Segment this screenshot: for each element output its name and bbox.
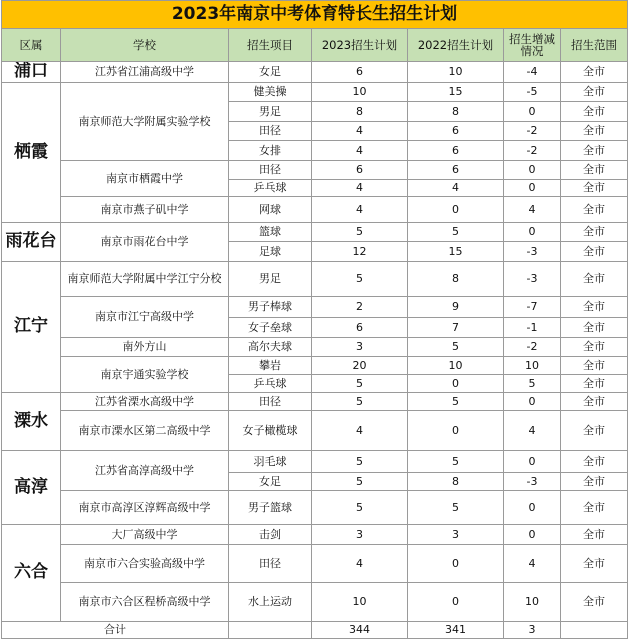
row-program-cell: 击剑	[229, 525, 312, 545]
row-change-cell: 10	[504, 583, 561, 622]
row-plan2022-cell: 7	[408, 318, 504, 338]
row-plan2022-cell: 8	[408, 102, 504, 122]
row-program-cell: 篮球	[229, 223, 312, 242]
row-plan2023-cell: 5	[312, 491, 408, 525]
school-cell: 南京市高淳区淳辉高级中学	[61, 491, 229, 525]
row-scope-cell: 全市	[561, 102, 628, 122]
row-plan2022-cell: 0	[408, 583, 504, 622]
row-plan2022-cell: 10	[408, 357, 504, 375]
school-cell: 南京市六合实验高级中学	[61, 545, 229, 583]
row-plan2022-cell: 6	[408, 141, 504, 161]
row-plan2023-cell: 3	[312, 338, 408, 357]
row-program-cell: 田径	[229, 393, 312, 411]
row-program-cell: 女足	[229, 62, 312, 83]
row-plan2023-cell: 10	[312, 83, 408, 102]
row-plan2023-cell: 4	[312, 545, 408, 583]
header-change: 招生增减 情况	[504, 29, 561, 62]
table-title: 2023年南京中考体育特长生招生计划	[1, 0, 628, 29]
row-program-cell: 男足	[229, 262, 312, 297]
row-scope-cell: 全市	[561, 525, 628, 545]
school-cell: 南京市雨花台中学	[61, 223, 229, 262]
school-cell: 南京市江宁高级中学	[61, 297, 229, 338]
school-cell: 南京市燕子矶中学	[61, 197, 229, 223]
total-plan-2023: 344	[312, 622, 408, 639]
district-cell: 六合	[1, 525, 61, 622]
row-change-cell: 0	[504, 102, 561, 122]
row-plan2022-cell: 5	[408, 393, 504, 411]
row-scope-cell: 全市	[561, 411, 628, 451]
total-plan-2022: 341	[408, 622, 504, 639]
row-plan2023-cell: 6	[312, 318, 408, 338]
row-scope-cell: 全市	[561, 180, 628, 197]
school-cell: 南京宇通实验学校	[61, 357, 229, 393]
row-change-cell: 4	[504, 411, 561, 451]
row-plan2022-cell: 15	[408, 242, 504, 262]
row-plan2023-cell: 4	[312, 122, 408, 141]
row-program-cell: 乒乓球	[229, 375, 312, 393]
row-change-cell: 5	[504, 375, 561, 393]
row-scope-cell: 全市	[561, 545, 628, 583]
row-plan2022-cell: 4	[408, 180, 504, 197]
row-scope-cell: 全市	[561, 318, 628, 338]
row-change-cell: 4	[504, 545, 561, 583]
row-plan2023-cell: 5	[312, 473, 408, 491]
row-plan2023-cell: 6	[312, 161, 408, 180]
total-program-cell	[229, 622, 312, 639]
header-district: 区属	[1, 29, 61, 62]
district-cell: 栖霞	[1, 83, 61, 223]
header-program: 招生项目	[229, 29, 312, 62]
header-plan-2023: 2023招生计划	[312, 29, 408, 62]
row-scope-cell: 全市	[561, 83, 628, 102]
row-plan2022-cell: 6	[408, 122, 504, 141]
row-change-cell: 0	[504, 223, 561, 242]
row-scope-cell: 全市	[561, 393, 628, 411]
row-plan2022-cell: 5	[408, 451, 504, 473]
row-change-cell: 0	[504, 491, 561, 525]
row-change-cell: 0	[504, 451, 561, 473]
row-plan2022-cell: 9	[408, 297, 504, 318]
header-school: 学校	[61, 29, 229, 62]
row-program-cell: 男子篮球	[229, 491, 312, 525]
row-plan2022-cell: 5	[408, 338, 504, 357]
school-cell: 南京市溧水区第二高级中学	[61, 411, 229, 451]
row-program-cell: 水上运动	[229, 583, 312, 622]
enrollment-table	[1, 0, 628, 639]
row-scope-cell: 全市	[561, 242, 628, 262]
row-plan2023-cell: 5	[312, 262, 408, 297]
row-program-cell: 男子棒球	[229, 297, 312, 318]
row-scope-cell: 全市	[561, 161, 628, 180]
row-plan2022-cell: 3	[408, 525, 504, 545]
row-plan2022-cell: 15	[408, 83, 504, 102]
row-scope-cell: 全市	[561, 122, 628, 141]
row-scope-cell: 全市	[561, 375, 628, 393]
row-plan2022-cell: 0	[408, 197, 504, 223]
district-cell: 浦口	[1, 62, 61, 83]
row-change-cell: -3	[504, 473, 561, 491]
row-change-cell: -4	[504, 62, 561, 83]
row-scope-cell: 全市	[561, 297, 628, 318]
row-change-cell: 10	[504, 357, 561, 375]
row-plan2022-cell: 8	[408, 473, 504, 491]
row-plan2022-cell: 8	[408, 262, 504, 297]
district-cell: 江宁	[1, 262, 61, 393]
row-program-cell: 攀岩	[229, 357, 312, 375]
row-plan2023-cell: 12	[312, 242, 408, 262]
row-scope-cell: 全市	[561, 197, 628, 223]
row-plan2022-cell: 5	[408, 491, 504, 525]
row-program-cell: 田径	[229, 545, 312, 583]
school-cell: 江苏省高淳高级中学	[61, 451, 229, 491]
row-program-cell: 足球	[229, 242, 312, 262]
row-scope-cell: 全市	[561, 262, 628, 297]
row-program-cell: 羽毛球	[229, 451, 312, 473]
row-plan2023-cell: 8	[312, 102, 408, 122]
row-scope-cell: 全市	[561, 357, 628, 375]
row-change-cell: -5	[504, 83, 561, 102]
row-program-cell: 健美操	[229, 83, 312, 102]
row-plan2023-cell: 2	[312, 297, 408, 318]
total-change: 3	[504, 622, 561, 639]
row-program-cell: 田径	[229, 161, 312, 180]
row-program-cell: 田径	[229, 122, 312, 141]
school-cell: 南京市栖霞中学	[61, 161, 229, 197]
total-label: 合计	[1, 622, 229, 639]
row-scope-cell: 全市	[561, 223, 628, 242]
row-plan2023-cell: 4	[312, 411, 408, 451]
row-scope-cell: 全市	[561, 338, 628, 357]
row-change-cell: -1	[504, 318, 561, 338]
row-change-cell: -2	[504, 122, 561, 141]
row-scope-cell: 全市	[561, 62, 628, 83]
row-plan2023-cell: 4	[312, 180, 408, 197]
row-program-cell: 男足	[229, 102, 312, 122]
row-change-cell: -2	[504, 141, 561, 161]
row-plan2023-cell: 3	[312, 525, 408, 545]
school-cell: 江苏省江浦高级中学	[61, 62, 229, 83]
row-scope-cell: 全市	[561, 451, 628, 473]
row-change-cell: -3	[504, 262, 561, 297]
total-scope	[561, 622, 628, 639]
row-change-cell: 0	[504, 161, 561, 180]
row-plan2022-cell: 6	[408, 161, 504, 180]
row-program-cell: 乒乓球	[229, 180, 312, 197]
row-change-cell: -3	[504, 242, 561, 262]
school-cell: 南京师范大学附属实验学校	[61, 83, 229, 161]
row-plan2023-cell: 6	[312, 62, 408, 83]
row-program-cell: 女排	[229, 141, 312, 161]
row-change-cell: 0	[504, 180, 561, 197]
row-change-cell: 4	[504, 197, 561, 223]
row-change-cell: 0	[504, 525, 561, 545]
row-plan2022-cell: 0	[408, 375, 504, 393]
row-plan2023-cell: 5	[312, 223, 408, 242]
district-cell: 高淳	[1, 451, 61, 525]
school-cell: 大厂高级中学	[61, 525, 229, 545]
row-change-cell: -7	[504, 297, 561, 318]
school-cell: 南京师范大学附属中学江宁分校	[61, 262, 229, 297]
row-scope-cell: 全市	[561, 583, 628, 622]
row-program-cell: 女子橄榄球	[229, 411, 312, 451]
row-program-cell: 女子垒球	[229, 318, 312, 338]
row-change-cell: -2	[504, 338, 561, 357]
row-plan2023-cell: 4	[312, 141, 408, 161]
row-plan2023-cell: 10	[312, 583, 408, 622]
row-scope-cell: 全市	[561, 141, 628, 161]
row-program-cell: 女足	[229, 473, 312, 491]
school-cell: 南京市六合区程桥高级中学	[61, 583, 229, 622]
row-change-cell: 0	[504, 393, 561, 411]
row-plan2022-cell: 0	[408, 545, 504, 583]
row-scope-cell: 全市	[561, 473, 628, 491]
header-plan-2022: 2022招生计划	[408, 29, 504, 62]
header-scope: 招生范围	[561, 29, 628, 62]
row-plan2023-cell: 5	[312, 393, 408, 411]
row-plan2022-cell: 5	[408, 223, 504, 242]
school-cell: 江苏省溧水高级中学	[61, 393, 229, 411]
row-plan2023-cell: 4	[312, 197, 408, 223]
district-cell: 溧水	[1, 393, 61, 451]
district-cell: 雨花台	[1, 223, 61, 262]
row-plan2022-cell: 10	[408, 62, 504, 83]
row-program-cell: 网球	[229, 197, 312, 223]
row-program-cell: 高尔夫球	[229, 338, 312, 357]
school-cell: 南外方山	[61, 338, 229, 357]
row-plan2023-cell: 5	[312, 375, 408, 393]
row-plan2023-cell: 20	[312, 357, 408, 375]
row-plan2022-cell: 0	[408, 411, 504, 451]
row-plan2023-cell: 5	[312, 451, 408, 473]
row-scope-cell: 全市	[561, 491, 628, 525]
